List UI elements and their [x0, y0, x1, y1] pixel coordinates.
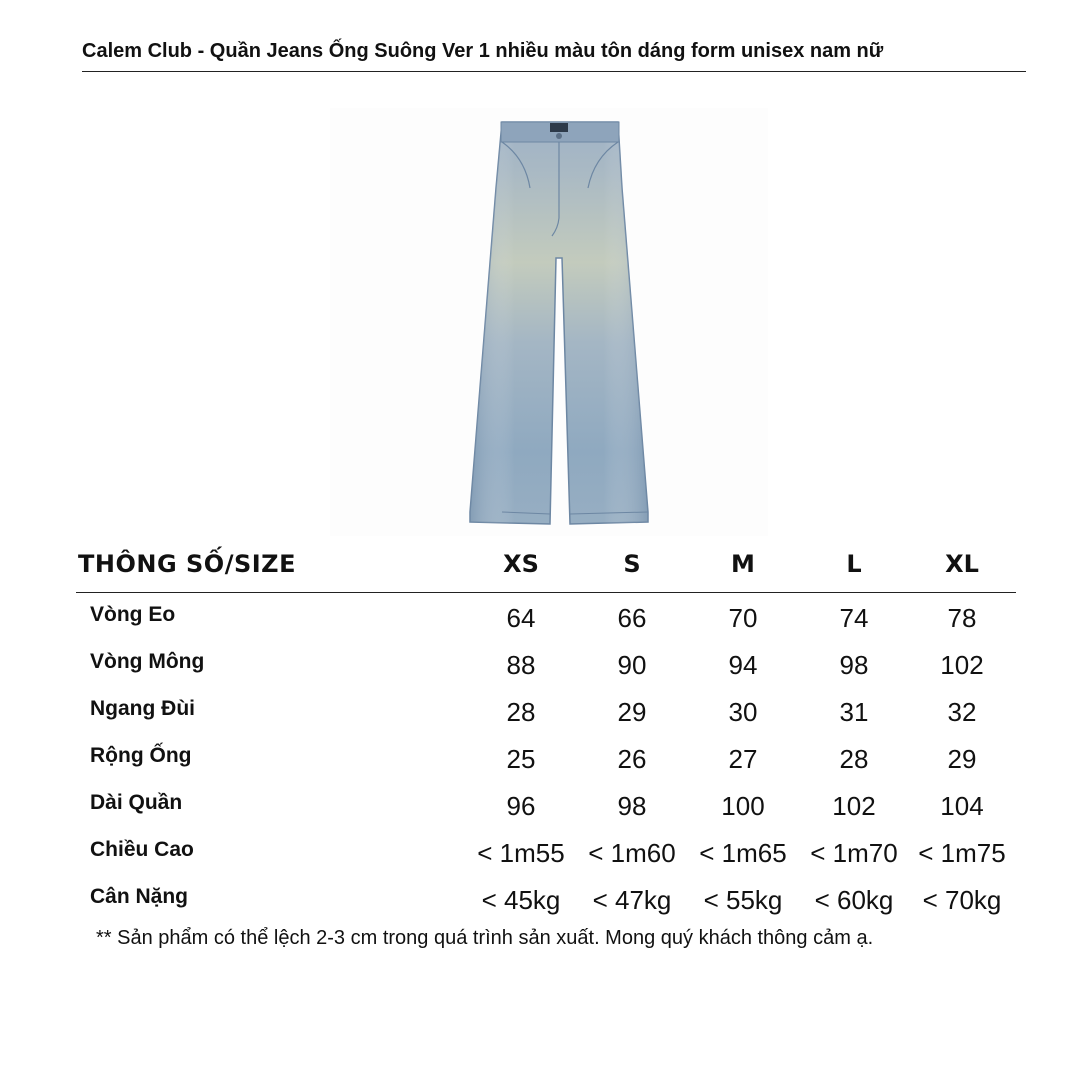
- cell-value: < 70kg: [922, 885, 1002, 915]
- cell-value: < 1m60: [588, 838, 676, 868]
- row-label: Chiều Cao: [90, 838, 194, 861]
- cell-value: 88: [506, 650, 536, 680]
- jeans-illustration: [330, 108, 768, 536]
- row-label: Rộng Ống: [90, 744, 192, 767]
- cell-value: 29: [617, 697, 647, 727]
- cell-value: 25: [506, 744, 536, 774]
- cell-value: < 1m55: [477, 838, 565, 868]
- cell-value: 28: [839, 744, 869, 774]
- size-table-header: [76, 540, 1016, 593]
- cell-value: 96: [506, 791, 536, 821]
- cell-value: 31: [839, 697, 869, 727]
- cell-value: 70: [728, 603, 758, 633]
- cell-value: 90: [617, 650, 647, 680]
- size-xs: XS: [503, 550, 539, 578]
- row-label: Dài Quần: [90, 791, 183, 814]
- size-m: M: [731, 550, 755, 578]
- production-note: ** Sản phẩm có thể lệch 2-3 cm trong quá trình sản xuất. Mong quý khách thông cảm ạ.: [96, 927, 874, 949]
- row-label: Vòng Eo: [90, 603, 176, 626]
- cell-value: 64: [506, 603, 536, 633]
- size-table: [76, 540, 1016, 922]
- table-row: [76, 734, 1016, 781]
- size-s: S: [623, 550, 641, 578]
- cell-value: 28: [506, 697, 536, 727]
- size-l: L: [846, 550, 862, 578]
- cell-value: 27: [728, 744, 758, 774]
- cell-value: 32: [947, 697, 977, 727]
- header-label: THÔNG SỐ/SIZE: [78, 550, 296, 578]
- size-xl: XL: [945, 550, 979, 578]
- jeans-product-image: [330, 108, 768, 536]
- cell-value: 100: [721, 791, 765, 821]
- cell-value: < 1m70: [810, 838, 898, 868]
- cell-value: 102: [940, 650, 984, 680]
- cell-value: 98: [839, 650, 869, 680]
- table-row: [76, 781, 1016, 828]
- cell-value: 29: [947, 744, 977, 774]
- table-row: [76, 828, 1016, 875]
- cell-value: < 1m75: [918, 838, 1006, 868]
- cell-value: 30: [728, 697, 758, 727]
- row-label: Vòng Mông: [90, 650, 205, 673]
- cell-value: 74: [839, 603, 869, 633]
- cell-value: 78: [947, 603, 977, 633]
- cell-value: 102: [832, 791, 876, 821]
- cell-value: < 45kg: [481, 885, 561, 915]
- cell-value: < 55kg: [703, 885, 783, 915]
- table-row: [76, 875, 1016, 922]
- cell-value: 94: [728, 650, 758, 680]
- row-label: Cân Nặng: [90, 885, 189, 908]
- cell-value: 26: [617, 744, 647, 774]
- cell-value: 98: [617, 791, 647, 821]
- table-row: [76, 640, 1016, 687]
- row-label: Ngang Đùi: [90, 697, 195, 720]
- table-row: [76, 687, 1016, 734]
- cell-value: < 60kg: [814, 885, 894, 915]
- cell-value: < 1m65: [699, 838, 787, 868]
- cell-value: 66: [617, 603, 647, 633]
- cell-value: < 47kg: [592, 885, 672, 915]
- product-title: Calem Club - Quần Jeans Ống Suông Ver 1 nhiều màu tôn dáng form unisex nam nữ: [82, 40, 1026, 72]
- cell-value: 104: [940, 791, 984, 821]
- table-row: [76, 593, 1016, 640]
